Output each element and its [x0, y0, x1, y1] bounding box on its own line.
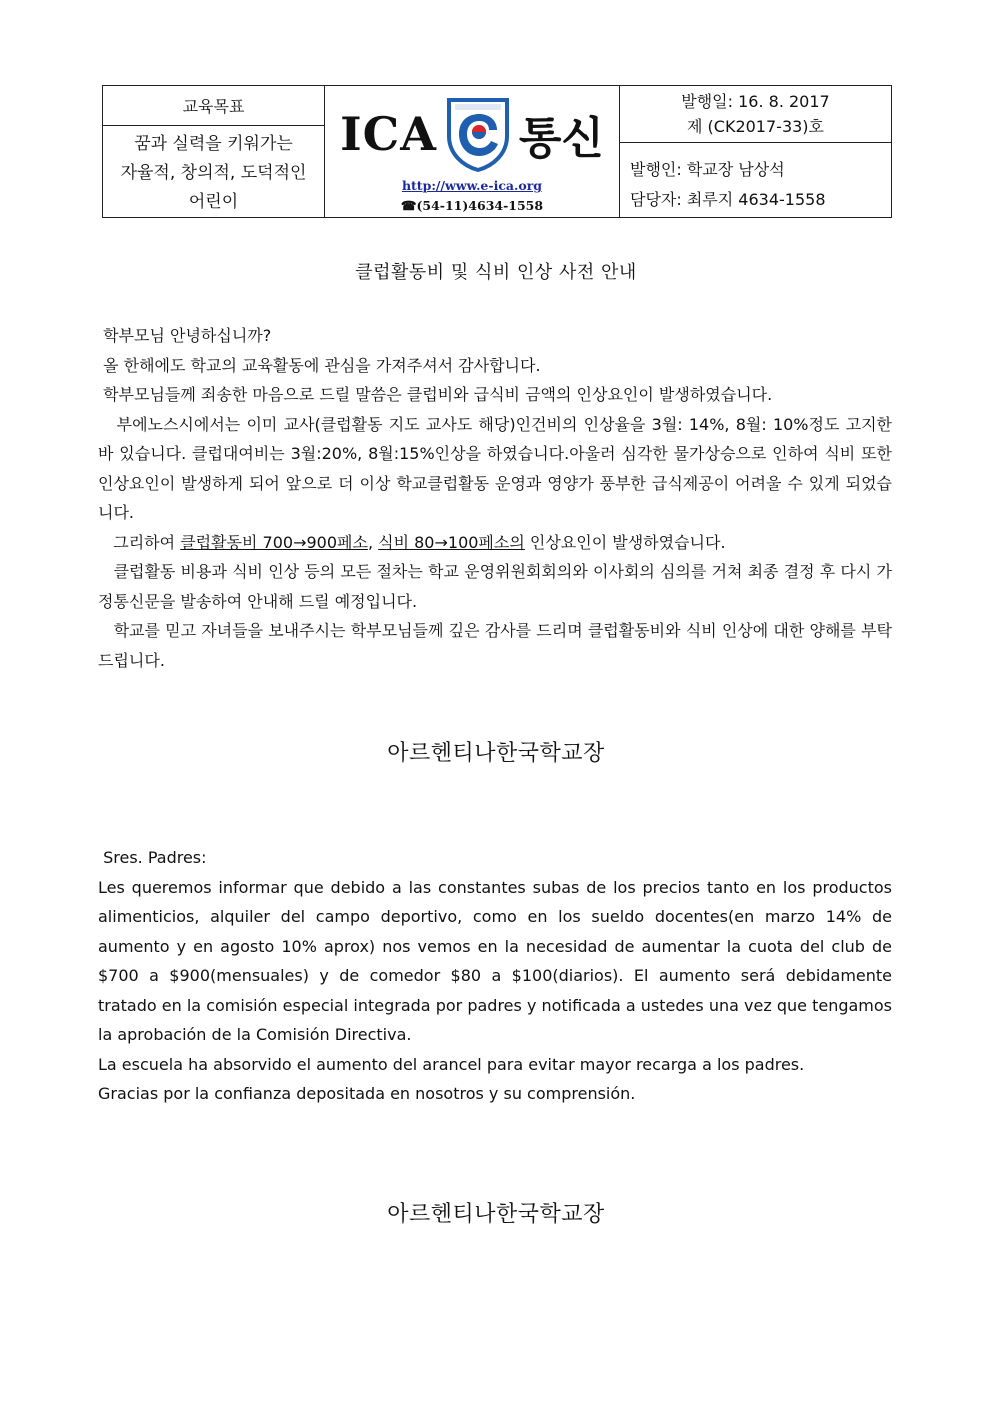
school-website-link[interactable]: http://www.e-ica.org: [401, 178, 543, 193]
spanish-paragraph: Gracias por la confianza depositada en nosotros y su comprensión.: [98, 1084, 636, 1103]
newsletter-header: [102, 85, 892, 218]
logo-ica-text: ICA: [340, 107, 437, 161]
goal-label: 교육목표: [103, 86, 324, 126]
issue-date-block: [620, 86, 891, 143]
spanish-paragraph: La escuela ha absorvido el aumento del arancel para evitar mayor recarga a los padres.: [98, 1054, 805, 1074]
issue-date: 발행일: 16. 8. 2017: [681, 92, 830, 111]
publisher: 발행인: 학교장 남상석: [630, 160, 785, 179]
korean-paragraph: 부에노스시에서는 이미 교사(클럽활동 지도 교사도 해당)인건비의 인상율을 3월: 14%, 8월: 10%정도 고지한 바 있습니다. 클럽대여비는 3월:20%, 8월:15%인상을 하였습니다.아울러 심각한 물가상승으로 인하여 식비 또한 인상요인이 발생하게 되어 앞으로 더 이상 학교클럽활동 운영과 영양가 풍부한 급식제공이 어려울 수 있게 되었습니다.: [98, 414, 892, 522]
spanish-greeting: Sres. Padres:: [103, 848, 207, 867]
education-goal-cell: [103, 86, 325, 217]
issue-info-cell: [620, 86, 891, 217]
spanish-body: [98, 843, 892, 1109]
issue-number: 제 (CK2017-33)호: [687, 117, 824, 136]
principal-signature: 아르헨티나한국학교장: [387, 741, 605, 766]
goal-line: 꿈과 실력을 키워가는: [134, 134, 293, 154]
korean-paragraph: 클럽활동 비용과 식비 인상 등의 모든 절차는 학교 운영위원회회의와 이사회의 심의를 거쳐 최종 결정 후 다시 가정통신문을 발송하여 안내해 드릴 예정입니다.: [98, 562, 892, 611]
contact-person: 담당자: 최루지 4634-1558: [630, 190, 826, 209]
goal-line: 어린이: [188, 192, 239, 212]
korean-paragraph: 학교를 믿고 자녀들을 보내주시는 학부모님들께 깊은 감사를 드리며 클럽활동비와 식비 인상에 대한 양해를 부탁드립니다.: [98, 621, 892, 670]
publisher-block: [620, 143, 891, 215]
logo-cell: [325, 86, 620, 217]
meal-fee-change: 식비 80→100페소의: [378, 532, 525, 552]
school-phone: ☎(54-11)4634-1558: [400, 198, 544, 213]
korean-paragraph: 올 한해에도 학교의 교육활동에 관심을 가져주셔서 감사합니다.: [103, 355, 541, 375]
school-emblem-icon: [445, 96, 511, 172]
logo-tongsin-text: 통신: [518, 113, 604, 164]
goal-text: [103, 126, 324, 217]
notice-title: 클럽활동비 및 식비 인상 사전 안내: [355, 262, 637, 283]
korean-paragraph: 그리하여 클럽활동비 700→900페소, 식비 80→100페소의 인상요인이 발생하였습니다.: [113, 532, 726, 552]
spanish-paragraph: Les queremos informar que debido a las constantes subas de los precios tanto en los productos alimenticios, alquiler del campo deportivo, como en los sueldo docentes(en marzo 14% de aumento y en agosto 10% aprox) nos vemos en la necesidad de aumentar la cuota del club de $700 a $900(mensuales) y de comedor $80 a $100(diarios). El aumento será debidamente tratado en la comisión especial integrada por padres y notificada a ustedes una vez que tengamos la aprobación de la Comisión Directiva.: [98, 877, 892, 1044]
principal-signature: 아르헨티나한국학교장: [387, 1202, 605, 1227]
goal-line: 자율적, 창의적, 도덕적인: [120, 163, 307, 183]
korean-paragraph: 학부모님 안녕하십니까?: [103, 326, 272, 345]
korean-paragraph: 학부모님들께 죄송한 마음으로 드릴 말씀은 클럽비와 급식비 금액의 인상요인이 발생하였습니다.: [103, 385, 773, 404]
logo: [325, 94, 619, 174]
club-fee-change: 클럽활동비 700→900페소: [180, 532, 368, 552]
korean-body: [98, 321, 892, 675]
